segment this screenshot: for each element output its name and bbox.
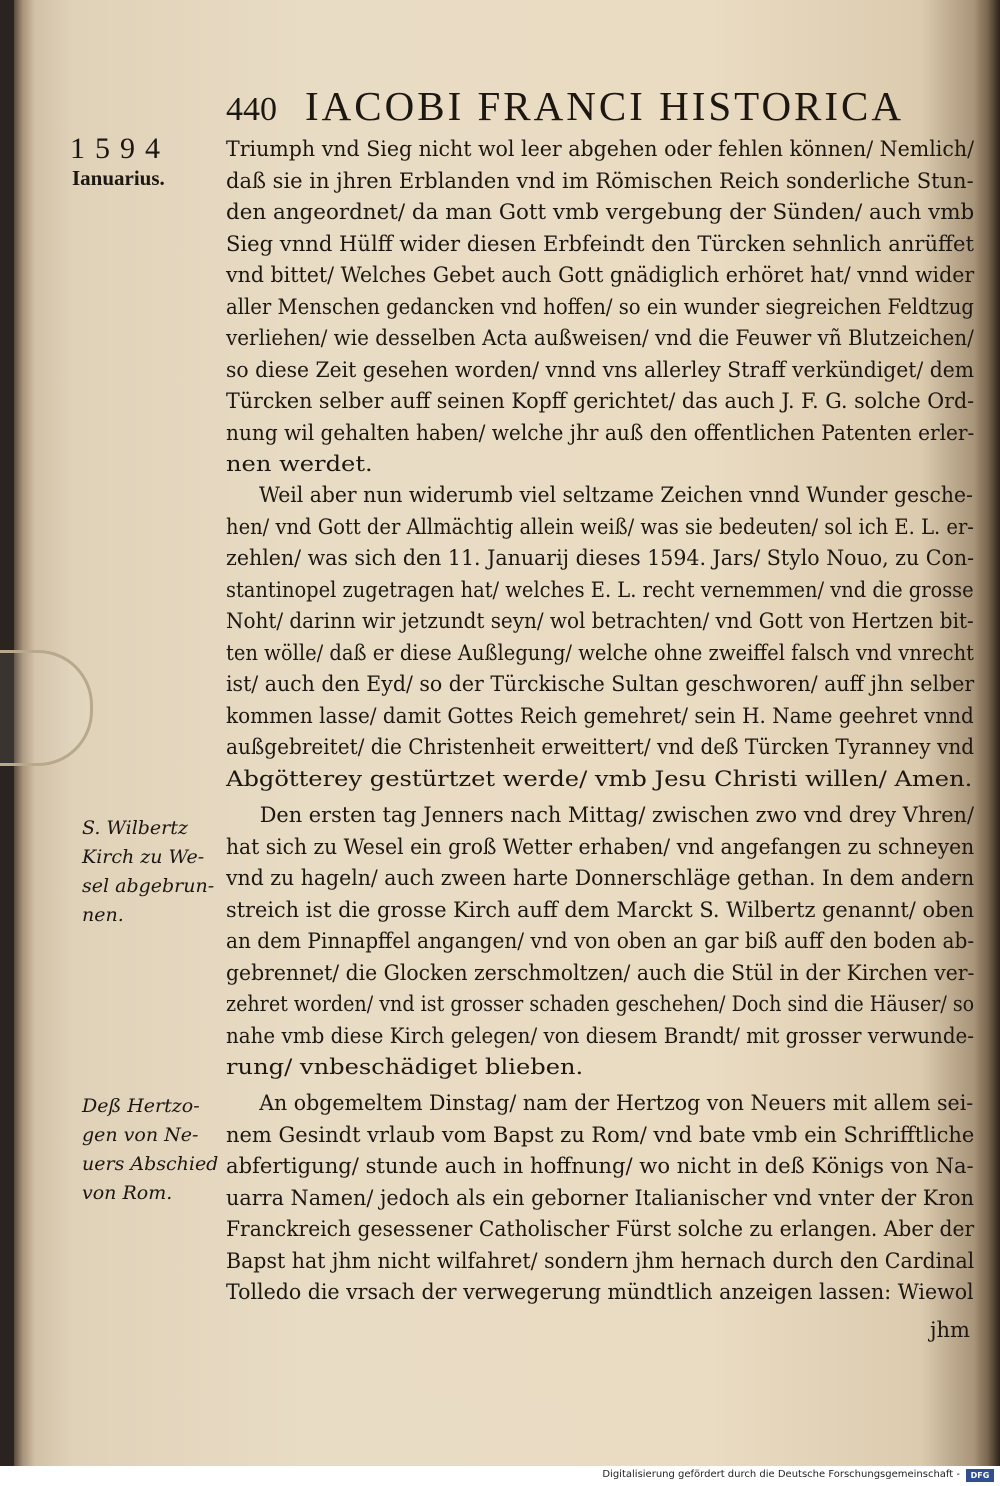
- text-line: abfertigung/ stunde auch in hoffnung/ wo nicht in deß Königs von Na-: [226, 1154, 974, 1178]
- page-number: 440: [226, 91, 277, 128]
- text-line: streich ist die grosse Kirch auff dem Marckt S. Wilbertz genannt/ oben: [226, 897, 975, 922]
- paragraph-1: [226, 134, 974, 481]
- text-line: Triumph vnd Sieg nicht wol leer abgehen oder fehlen können/ Nemlich/: [226, 137, 975, 161]
- funding-credit: Digitalisierung gefördert durch die Deutsche Forschungsgemeinschaft -: [602, 1469, 960, 1480]
- page-header: [226, 82, 916, 130]
- margin-note-line: Deß Hertzo-: [82, 1095, 200, 1117]
- text-line: an dem Pinnapffel angangen/ vnd von oben an gar biß auff den boden ab-: [226, 929, 975, 953]
- text-line: Sieg vnnd Hülff wider diesen Erbfeindt den Türcken sehnlich anrüffet: [226, 231, 974, 256]
- text-line: zehlen/ was sich den 11. Januarij dieses 1594. Jars/ Stylo Nouo, zu Con-: [226, 546, 975, 570]
- text-line: ist/ auch den Eyd/ so der Türckische Sultan geschworen/ auff jhn selber: [226, 672, 975, 696]
- text-line: verliehen/ wie desselben Acta außweisen/ vnd die Feuwer vñ Blutzeichen/: [226, 326, 974, 350]
- margin-year: 1594: [70, 132, 170, 165]
- text-line: gebrennet/ die Glocken zerschmoltzen/ auch die Stül in der Kirchen ver-: [226, 960, 975, 985]
- margin-note-line: S. Wilbertz: [82, 817, 188, 839]
- running-title: IACOBI FRANCI HISTORICA: [305, 83, 905, 129]
- text-line: An obgemeltem Dinstag/ nam der Hertzog von Neuers mit allem sei-: [259, 1091, 974, 1115]
- margin-month: Ianuarius.: [72, 166, 165, 190]
- text-line: kommen lasse/ damit Gottes Reich gemehret/ sein H. Name geehret vnnd: [226, 703, 974, 728]
- text-line: uarra Namen/ jedoch als ein geborner Italianischer vnd vnter der Kron: [226, 1185, 975, 1210]
- text-line: daß sie in jhren Erblanden vnd im Römischen Reich sonderliche Stun-: [226, 168, 974, 193]
- text-line: stantinopel zugetragen hat/ welches E. L. recht vernemmen/ vnd die grosse: [226, 577, 974, 602]
- text-line: Bapst hat jhm nicht wilfahret/ sondern jhm hernach durch den Cardinal: [226, 1248, 975, 1273]
- dfg-logo-icon: DFG: [966, 1469, 994, 1482]
- margin-note-line: Kirch zu We-: [82, 846, 205, 868]
- text-line: nem Gesindt vrlaub vom Bapst zu Rom/ vnd bate vmb ein Schrifftliche: [226, 1122, 975, 1147]
- text-line: Abgötterey gestürtzet werde/ vmb Jesu Christi willen/ Amen.: [226, 766, 973, 791]
- text-line: Franckreich gesessener Catholischer Fürst solche zu erlangen. Aber der: [226, 1217, 975, 1241]
- paragraph-2: [226, 480, 974, 795]
- text-line: hat sich zu Wesel ein groß Wetter erhaben/ vnd angefangen zu schneyen: [226, 834, 975, 859]
- text-line: vnd bittet/ Welches Gebet auch Gott gnädiglich erhöret hat/ vnnd wider: [226, 263, 975, 287]
- text-line: Weil aber nun widerumb viel seltzame Zeichen vnnd Wunder gesche-: [258, 483, 973, 507]
- text-line: aller Menschen gedancken vnd hoffen/ so ein wunder siegreichen Feldtzug: [226, 294, 974, 319]
- text-line: Tolledo die vrsach der verwegerung mündtlich anzeigen lassen: Wiewol: [226, 1280, 974, 1304]
- text-line: außgebreitet/ die Christenheit erweittert/ vnd deß Türcken Tyranney vnd: [226, 735, 975, 759]
- text-line: hen/ vnd Gott der Allmächtig allein weiß/ was sie bedeuten/ sol ich E. L. er-: [226, 514, 974, 539]
- text-line: Noht/ darinn wir jetzundt seyn/ wol betrachten/ vnd Gott von Hertzen bit-: [226, 609, 974, 633]
- paragraph-4: [226, 1088, 974, 1309]
- text-line: rung/ vnbeschädiget blieben.: [226, 1055, 584, 1079]
- text-line: zehret worden/ vnd ist grosser schaden geschehen/ Doch sind die Häuser/ so: [226, 992, 975, 1016]
- margin-note-line: sel abgebrun-: [82, 875, 215, 897]
- margin-note-neuers: [82, 1092, 227, 1208]
- text-line: den angeordnet/ da man Gott vmb vergebung der Sünden/ auch vmb: [226, 200, 975, 224]
- text-line: vnd zu hageln/ auch zween harte Donnerschläge gethan. In dem andern: [226, 866, 975, 890]
- text-line: nen werdet.: [226, 452, 373, 476]
- text-line: Den ersten tag Jenners nach Mittag/ zwischen zwo vnd drey Vhren/: [259, 803, 974, 827]
- margin-note-line: gen von Ne-: [82, 1124, 199, 1146]
- paragraph-3: [226, 800, 974, 1084]
- text-line: nung wil gehalten haben/ welche jhr auß den offentlichen Patenten erler-: [226, 420, 975, 445]
- margin-note-line: uers Abschied: [82, 1153, 219, 1175]
- text-line: nahe vmb diese Kirch gelegen/ von diesem Brandt/ mit grosser verwunde-: [226, 1023, 975, 1048]
- margin-note-line: von Rom.: [82, 1182, 173, 1204]
- text-line: ten wölle/ daß er diese Außlegung/ welche ohne zweiffel falsch vnd vnrecht: [226, 640, 975, 665]
- footer-bar: [0, 1466, 1000, 1486]
- text-line: so diese Zeit gesehen worden/ vnnd vns allerley Straff verkündiget/ dem: [226, 357, 974, 382]
- margin-note-line: nen.: [82, 904, 124, 926]
- margin-note-wesel: [82, 814, 227, 930]
- catchword: jhm: [930, 1318, 970, 1342]
- text-line: Türcken selber auff seinen Kopff gerichtet/ das auch J. F. G. solche Ord-: [226, 389, 975, 413]
